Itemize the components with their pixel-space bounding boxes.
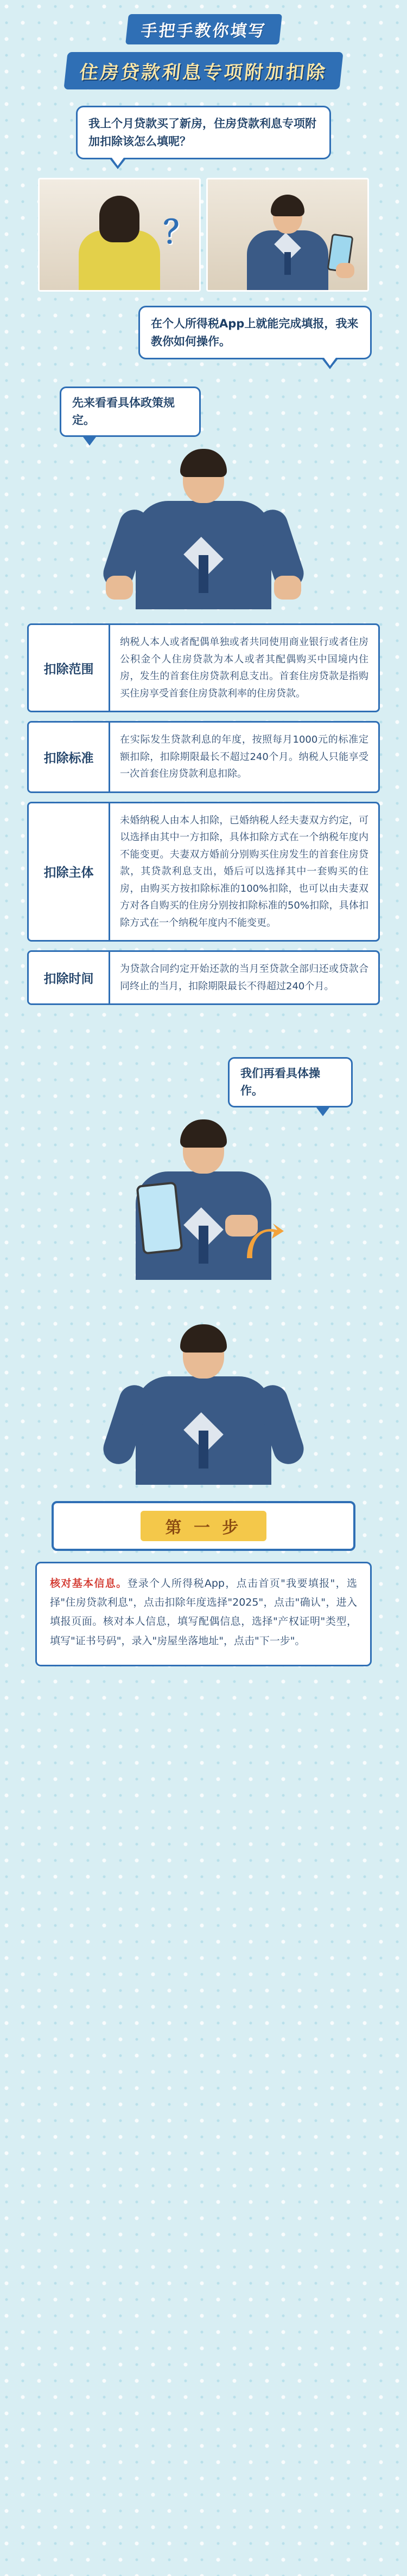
officer-hair: [271, 195, 304, 216]
officer-palm-right: [274, 576, 301, 600]
step-body-text: 登录个人所得税App，点击首页"我要填报"，选择"住房贷款利息"，点击扣除年度选择"2025"，点击"确认"，进入填报页面。核对本人信息，填写配偶信息，选择"产权证明"类型，填写"证书号码"，录入"房屋坐落地址"，点击"下一步"。: [50, 1577, 357, 1647]
table-row: [27, 721, 380, 793]
officer-illustration-welcome: [90, 447, 317, 609]
operation-section-tag: [228, 1057, 353, 1107]
page-title-primary: 手把手教你填写: [125, 14, 282, 44]
question-mark-icon: ？: [163, 214, 195, 251]
officer-palm-left: [106, 576, 133, 600]
pointing-arrow-icon: [241, 1220, 285, 1264]
answer-text: 在个人所得税App上就能完成填报，我来教你如何操作。: [151, 317, 359, 348]
spacer: [0, 1280, 407, 1312]
policy-row-key: 扣除标准: [29, 723, 110, 791]
photo-citizen: [38, 178, 201, 292]
spacer: [0, 1014, 407, 1035]
page-title-secondary-wrap: [0, 52, 407, 89]
step-badge-label: 第 一 步: [141, 1511, 267, 1541]
policy-row-key: 扣除主体: [29, 803, 110, 941]
smartphone-app-screen: [136, 1182, 183, 1255]
policy-row-value: 为贷款合同约定开始还款的当月至贷款全部归还或贷款合同终止的当月，扣除期限最长不得超过240个月。: [120, 963, 368, 992]
policy-row-key: 扣除范围: [29, 625, 110, 711]
page-header: [0, 0, 407, 89]
officer-illustration-standing: [90, 1322, 317, 1485]
question-text: 我上个月贷款买了新房，住房贷款利息专项附加扣除该怎么填呢？: [88, 117, 316, 148]
policy-row-value: 未婚纳税人由本人扣除，已婚纳税人经夫妻双方约定，可以选择由其中一方扣除，具体扣除方式在一个纳税年度内不能变更。夫妻双方婚前分别购买住房发生的首套住房贷款，其贷款利息支出，婚后可以选择其中一套购买的住房，由购买方按扣除标准的100%扣除，也可以由夫妻双方对各自购买的住房分别按扣除标准的50%扣除，具体扣除方式在一个纳税年度内不能变更。: [120, 814, 368, 929]
table-row: [27, 802, 380, 942]
officer-tie: [284, 252, 291, 275]
officer-necktie: [199, 1431, 208, 1469]
policy-section-tag: [60, 387, 201, 437]
table-row: [27, 623, 380, 712]
officer-hair-top: [180, 1119, 227, 1148]
operation-section-tag-label: 我们再看具体操作。: [240, 1067, 320, 1097]
step-banner: [52, 1501, 355, 1551]
step-content: [35, 1562, 372, 1666]
officer-hair-top: [180, 449, 227, 477]
spacer: [0, 1666, 407, 1688]
photo-tax-officer: [206, 178, 369, 292]
policy-table: [27, 623, 380, 1005]
officer-hair-top: [180, 1324, 227, 1353]
step-lead-text: 核对基本信息。: [50, 1577, 128, 1590]
officer-illustration-pointing: [90, 1117, 317, 1280]
policy-section-tag-label: 先来看看具体政策规定。: [72, 396, 175, 427]
question-bubble: [76, 106, 331, 159]
officer-hand: [336, 263, 354, 278]
officer-necktie: [199, 1226, 208, 1264]
page-title-secondary: 住房贷款利息专项附加扣除: [63, 52, 343, 89]
policy-row-value: 在实际发生贷款利息的年度，按照每月1000元的标准定额扣除，扣除期限最长不超过240个月。纳税人只能享受一次首套住房贷款利息扣除。: [120, 734, 368, 780]
table-row: [27, 950, 380, 1005]
policy-row-value: 纳税人本人或者配偶单独或者共同使用商业银行或者住房公积金个人住房贷款为本人或者其配偶购买中国境内住房，发生的首套住房贷款利息支出。首套住房贷款是指购买住房享受首套住房贷款利率的住房贷款。: [120, 636, 368, 699]
officer-necktie: [199, 555, 208, 593]
answer-bubble: [138, 306, 372, 359]
photo-panel: [38, 178, 369, 292]
policy-row-key: 扣除时间: [29, 952, 110, 1003]
citizen-hair: [99, 196, 139, 242]
